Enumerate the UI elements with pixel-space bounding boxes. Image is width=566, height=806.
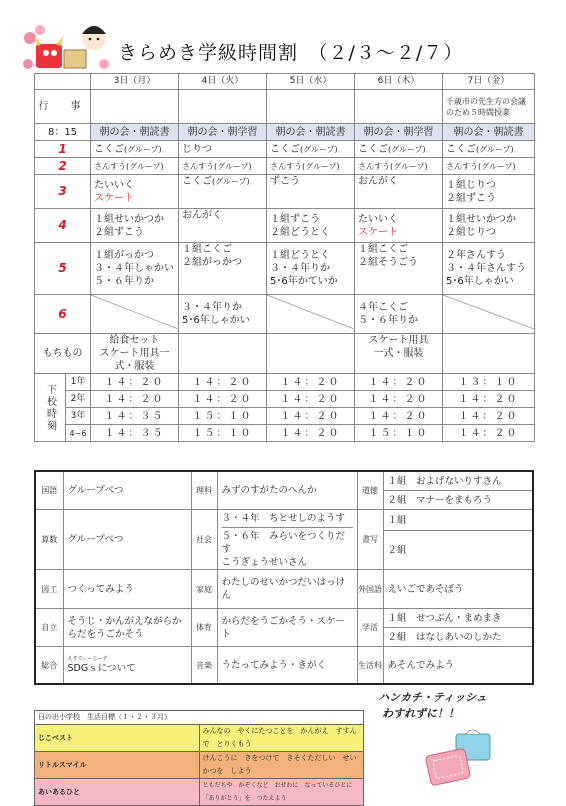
- day-tue: 4日（火）: [179, 74, 267, 90]
- reminder-text: ハンカチ・ティッシュ わすれずに！！: [378, 691, 487, 720]
- goal-row-1: じこベスト みんなの やくにたつことを かんがえ すすんで とりくもう: [35, 725, 364, 752]
- p6-tue: ３・４年りか 5･6年しゃかい: [179, 295, 267, 334]
- p4-mon: １組せいかつか ２組ずこう: [91, 209, 179, 243]
- p4-fri: １組せいかつか ２組じりつ: [443, 209, 535, 243]
- period-4-label: 4: [35, 209, 91, 243]
- corner-cell: [35, 74, 91, 90]
- subj-row-1: 国語 グループべつ 理科 みずのすがたのへんか 道徳 １組 およげないりすさん: [35, 471, 533, 491]
- p1-fri: こくご(グループ): [443, 141, 535, 158]
- dismissal-row-3: 3年 １４：３５ １５：１０ １４：２０ １４：２０ １４：２０: [35, 408, 535, 425]
- items-thu: スケート用具 一式・服装: [355, 334, 443, 374]
- p1-wed: こくご(グループ): [267, 141, 355, 158]
- p2-fri: さんすう(グループ): [443, 158, 535, 175]
- subject-units-table: 国語 グループべつ 理科 みずのすがたのへんか 道徳 １組 およげないりすさん ２組 マナーをまもろう 算数 グループべつ 社会 ３・４年 ちとせしのようす ５・６年 みらいをつくりだす こうぎょうせいさん 書写 １組 ２組 図工 つくってみよう 家庭 わたしのせいかつだいはっけん 外国語 えいごであそぼう 自立 そうじ・かんがえながらからだをうごかそう 体育 からだをうごかそう・スケート 学活 １組 せつぶん・まめまき ２組 はなしあいのしかた 総合 えすでぃーじーず SDGｓについて 音楽 うたってみよう・きがく 生活科 あそんでみよう: [34, 470, 534, 685]
- items-row: [35, 334, 535, 374]
- p3-tue: こくご(グループ): [179, 175, 267, 209]
- p5-thu: １組こくご ２組そうごう: [355, 243, 443, 295]
- dismissal-row-4: 4~6 １４：３５ １５：１０ １４：２０ １５：１０ １４：２０: [35, 425, 535, 442]
- day-fri: 7日（金）: [443, 74, 535, 90]
- empty-diagonal-icon: [267, 295, 354, 329]
- period-2-label: 2: [35, 158, 91, 175]
- period-4-row: [35, 209, 535, 243]
- p2-thu: さんすう(グループ): [355, 158, 443, 175]
- goal-row-3: あいあるひと ともだちや かぞくなど おせわに なっているひとに「ありがとう」を つたえよう: [35, 779, 364, 806]
- dismissal-row-2: 2年 １４：２０ １４：２０ １４：２０ １４：２０ １４：２０: [35, 391, 535, 408]
- p2-tue: さんすう(グループ): [179, 158, 267, 175]
- morning-wed: 朝の会・朝読書: [267, 124, 355, 141]
- timetable: [34, 73, 535, 442]
- period-1-row: [35, 141, 535, 158]
- p1-mon: こくご(グループ): [91, 141, 179, 158]
- p4-thu: たいいく スケート: [355, 209, 443, 243]
- p6-wed-empty: [267, 295, 355, 334]
- subj-row-5: 総合 えすでぃーじーず SDGｓについて 音楽 うたってみよう・きがく 生活科 あそんでみよう: [35, 647, 533, 685]
- p3-wed: ずこう: [267, 175, 355, 209]
- p3-thu: おんがく: [355, 175, 443, 209]
- morning-row: [35, 124, 535, 141]
- p5-mon: １組がっかつ ３・４年しゃかい ５・６年りか: [91, 243, 179, 295]
- morning-time: 8：15: [35, 124, 91, 141]
- period-3-label: 3: [35, 175, 91, 209]
- morning-thu: 朝の会・朝学習: [355, 124, 443, 141]
- p6-thu: ４年こくご ５・６年りか: [355, 295, 443, 334]
- dismissal-row-1: 下校時刻 1年 １４：２０ １４：２０ １４：２０ １４：２０ １３：１０: [35, 374, 535, 391]
- empty-diagonal-icon: [443, 295, 534, 329]
- life-goals-table: [34, 710, 364, 806]
- p4-tue: おんがく: [179, 209, 267, 243]
- period-2-row: [35, 158, 535, 175]
- day-mon: 3日（月）: [91, 74, 179, 90]
- p2-wed: さんすう(グループ): [267, 158, 355, 175]
- events-fri: 千歳市の先生方の会議のため５時間授業: [443, 90, 535, 124]
- p5-wed: １組どうとく ３・４年りか 5･6年かていか: [267, 243, 355, 295]
- day-wed: 5日（水）: [267, 74, 355, 90]
- period-3-row: [35, 175, 535, 209]
- handkerchief-tissue-icon: [420, 728, 500, 788]
- events-row: [35, 90, 535, 124]
- dismissal-label: 下校時刻: [35, 374, 66, 442]
- day-header-row: [35, 74, 535, 90]
- period-1-label: 1: [35, 141, 91, 158]
- day-thu: 6日（木）: [355, 74, 443, 90]
- goals-header: 日の出小学校 生活目標（１・２・３月）: [35, 711, 364, 725]
- p2-mon: さんすう(グループ): [91, 158, 179, 175]
- subj-row-2: 算数 グループべつ 社会 ３・４年 ちとせしのようす ５・６年 みらいをつくりだす こうぎょうせいさん 書写 １組: [35, 510, 533, 531]
- morning-fri: 朝の会・朝読書: [443, 124, 535, 141]
- subj-row-4: 自立 そうじ・かんがえながらからだをうごかそう 体育 からだをうごかそう・スケート 学活 １組 せつぶん・まめまき: [35, 609, 533, 628]
- p1-thu: こくご(グループ): [355, 141, 443, 158]
- period-5-row: [35, 243, 535, 295]
- empty-diagonal-icon: [91, 295, 178, 329]
- period-6-row: [35, 295, 535, 334]
- period-6-label: 6: [35, 295, 91, 334]
- subj-row-3: 図工 つくってみよう 家庭 わたしのせいかつだいはっけん 外国語 えいごであそぼう: [35, 570, 533, 609]
- morning-mon: 朝の会・朝読書: [91, 124, 179, 141]
- items-mon: 給食セット スケート用具一 式・服装: [91, 334, 179, 374]
- events-label: 行 事: [35, 90, 91, 124]
- goal-row-2: リトルスマイル けんこうに きをつけて きそくただしい せいかつを しよう: [35, 752, 364, 779]
- p5-tue: １組こくご ２組がっかつ: [179, 243, 267, 295]
- p3-mon: たいいく スケート: [91, 175, 179, 209]
- p6-fri-empty: [443, 295, 535, 334]
- page-title: きらめき学級時間割 （２/３～２/７）: [118, 42, 464, 64]
- p5-fri: ２年さんすう ３・４年さんすう 5･6年しゃかい: [443, 243, 535, 295]
- p3-fri: １組じりつ ２組ずこう: [443, 175, 535, 209]
- period-5-label: 5: [35, 243, 91, 295]
- items-label: もちもの: [35, 334, 91, 374]
- setsubun-illustration-icon: [18, 18, 113, 78]
- p4-wed: １組ずこう ２組どうとく: [267, 209, 355, 243]
- p1-tue: じりつ: [179, 141, 267, 158]
- morning-tue: 朝の会・朝学習: [179, 124, 267, 141]
- p6-mon-empty: [91, 295, 179, 334]
